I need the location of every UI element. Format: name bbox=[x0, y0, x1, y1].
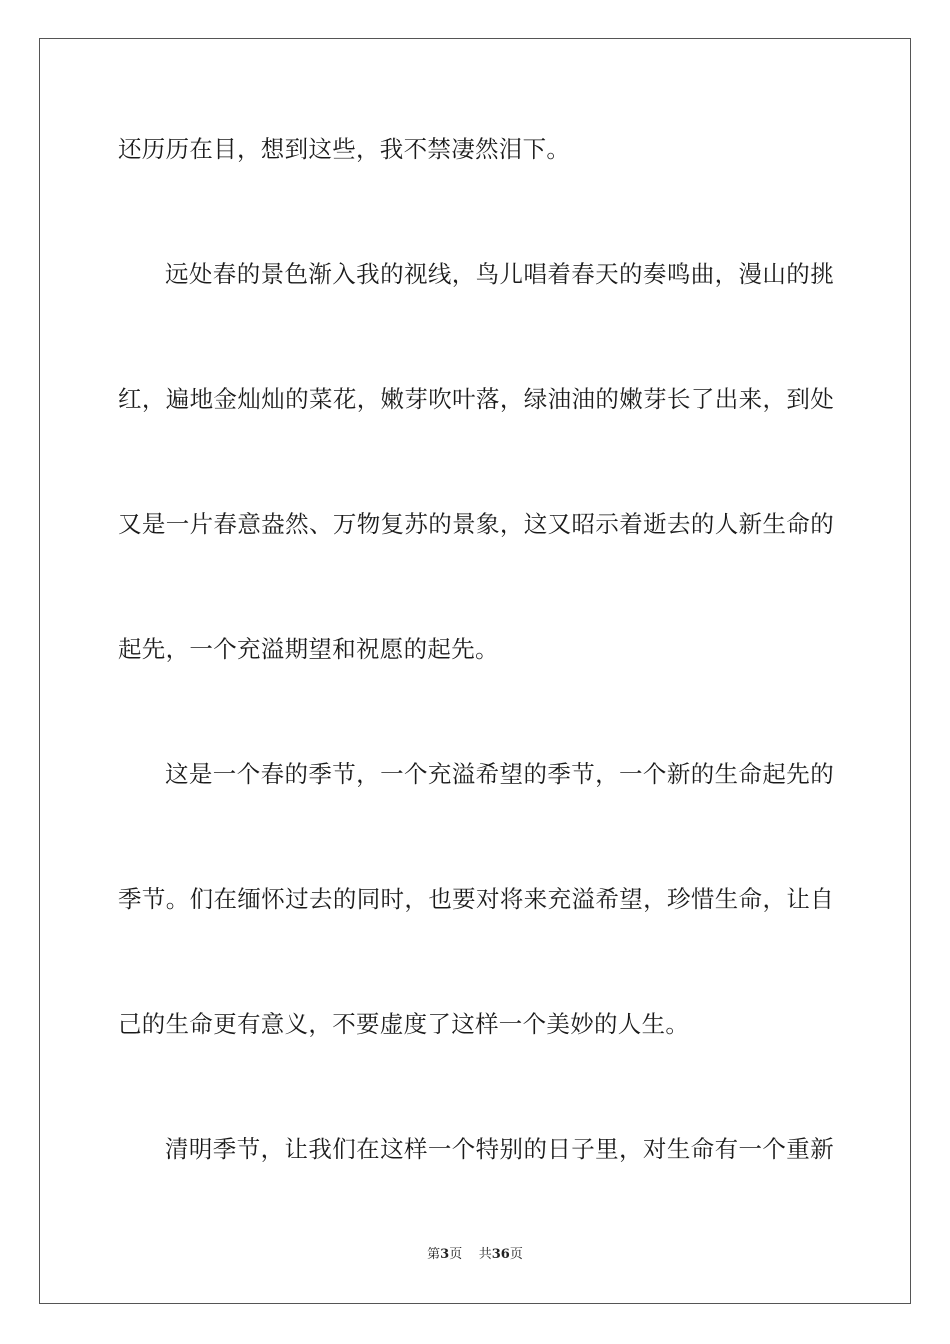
footer-page-suffix: 页 bbox=[449, 1247, 463, 1262]
text-line-6: 这是一个春的季节，一个充溢希望的季节，一个新的生命起先的 bbox=[165, 760, 834, 788]
text-line-8: 己的生命更有意义，不要虚度了这样一个美妙的人生。 bbox=[118, 1010, 690, 1038]
footer-total-prefix: 共 bbox=[478, 1247, 492, 1262]
text-line-1: 还历历在目，想到这些，我不禁凄然泪下。 bbox=[118, 135, 571, 163]
text-line-2: 远处春的景色渐入我的视线，鸟儿唱着春天的奏鸣曲，漫山的挑 bbox=[165, 260, 834, 288]
footer-total-pages: 36 bbox=[491, 1247, 510, 1262]
footer-total-suffix: 页 bbox=[509, 1247, 523, 1262]
text-line-7: 季节。们在缅怀过去的同时，也要对将来充溢希望，珍惜生命，让自 bbox=[118, 885, 834, 913]
text-line-3: 红，遍地金灿灿的菜花，嫩芽吹叶落，绿油油的嫩芽长了出来，到处 bbox=[118, 385, 834, 413]
page-footer bbox=[0, 1246, 950, 1264]
text-line-4: 又是一片春意盎然、万物复苏的景象，这又昭示着逝去的人新生命的 bbox=[118, 510, 834, 538]
text-line-9: 清明季节，让我们在这样一个特别的日子里，对生命有一个重新 bbox=[165, 1135, 834, 1163]
footer-page-number: 3 bbox=[440, 1247, 450, 1262]
page-border bbox=[39, 38, 911, 1304]
footer-prefix: 第 bbox=[427, 1247, 441, 1262]
text-line-5: 起先，一个充溢期望和祝愿的起先。 bbox=[118, 635, 499, 663]
